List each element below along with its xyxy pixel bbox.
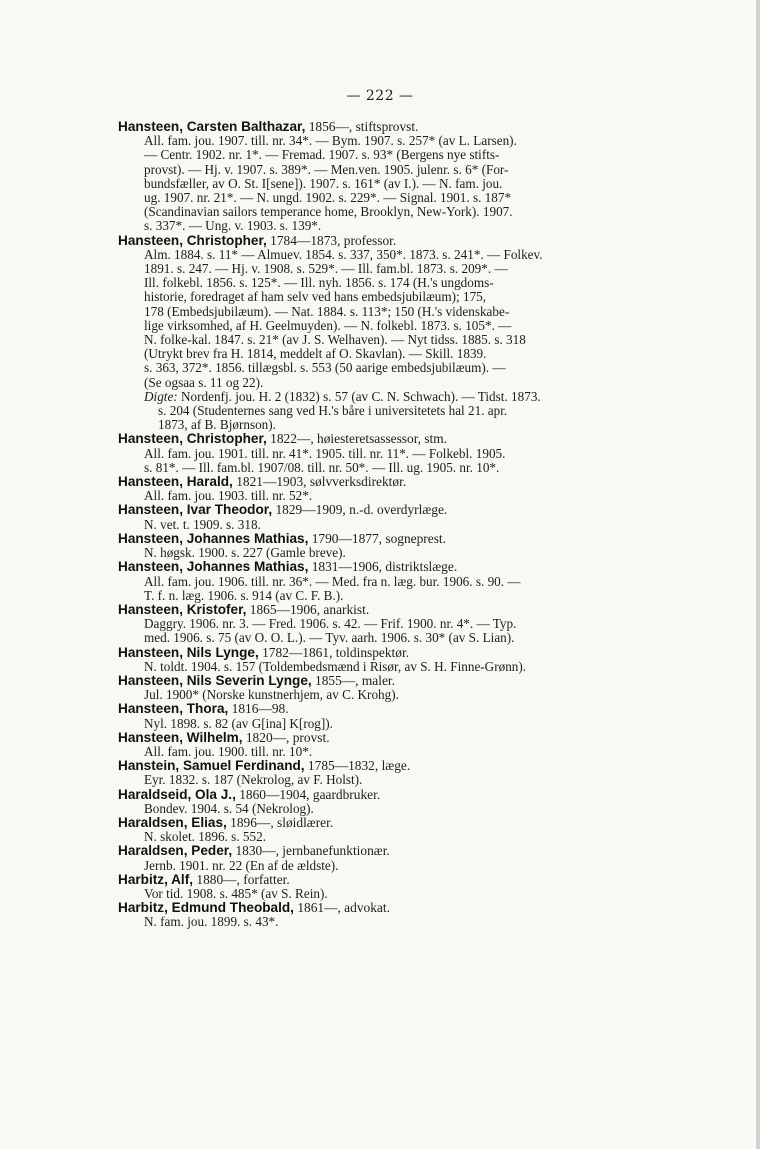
entry-name: Haraldseid, Ola J., — [118, 786, 236, 802]
entry-description: 1880—, forfatter. — [193, 871, 290, 887]
entry-description: 1816—98. — [228, 701, 289, 717]
digte-line: s. 204 (Studenternes sang ved H.'s båre i universitetets hal 21. apr. — [158, 403, 508, 419]
entry-description: 1790—1877, sogneprest. — [308, 530, 446, 546]
entry-description: 1785—1832, læge. — [304, 758, 411, 774]
entry-reference-line: All. fam. jou. 1903. till. nr. 52*. — [144, 488, 313, 504]
entry-reference-line: Jul. 1900* (Norske kunstnerhjem, av C. Krohg). — [144, 687, 399, 703]
entry-heading — [118, 475, 688, 489]
entry-reference-line: (Scandinavian sailors temperance home, Brooklyn, New-York). 1907. — [144, 204, 513, 220]
entry-reference-line: T. f. n. læg. 1906. s. 914 (av C. F. B.). — [144, 587, 344, 603]
entry — [118, 603, 688, 646]
entry-description: 1822—, høiesteretsassessor, stm. — [266, 431, 448, 447]
entry-description: 1820—, provst. — [242, 729, 330, 745]
entry-name: Harbitz, Alf, — [118, 871, 194, 887]
entry — [118, 532, 688, 560]
entry-reference-line: 1891. s. 247. — Hj. v. 1908. s. 529*. — Ill. fam.bl. 1873. s. 209*. — — [144, 261, 508, 277]
entry-list — [118, 120, 688, 930]
entry — [118, 816, 688, 844]
entry-heading — [118, 901, 688, 915]
entry — [118, 475, 688, 503]
entry-reference-line: All. fam. jou. 1906. till. nr. 36*. — Med. fra n. læg. bur. 1906. s. 90. — — [144, 573, 521, 589]
entry-reference-line: Bondev. 1904. s. 54 (Nekrolog). — [144, 800, 314, 816]
entry-heading — [118, 844, 688, 858]
entry-name: Hansteen, Carsten Balthazar, — [118, 119, 306, 134]
entry-heading — [118, 731, 688, 745]
entry-reference-line: Nyl. 1898. s. 82 (av G[ina] K[rog]). — [144, 715, 333, 731]
entry-heading — [118, 759, 688, 773]
entry — [118, 646, 688, 674]
entry — [118, 234, 688, 433]
entry — [118, 788, 688, 816]
entry-reference-line: s. 337*. — Ung. v. 1903. s. 139*. — [144, 218, 322, 234]
entry — [118, 901, 688, 929]
entry-reference-line: All. fam. jou. 1901. till. nr. 41*. 1905. till. nr. 11*. — Folkebl. 1905. — [144, 445, 506, 461]
entry — [118, 560, 688, 603]
entry-description: 1831—1906, distriktslæge. — [308, 559, 458, 575]
entry — [118, 702, 688, 730]
entry-description: 1830—, jernbanefunktionær. — [232, 843, 390, 859]
entry — [118, 731, 688, 759]
entry-heading — [118, 646, 688, 660]
entry-name: Hansteen, Christopher, — [118, 431, 267, 447]
entry-name: Hansteen, Johannes Mathias, — [118, 559, 309, 575]
entry-reference-line: N. høgsk. 1900. s. 227 (Gamle breve). — [144, 545, 346, 561]
entry-heading — [118, 873, 688, 887]
entry-reference-line: Jernb. 1901. nr. 22 (En af de ældste). — [144, 857, 339, 873]
digte-text: Nordenfj. jou. H. 2 (1832) s. 57 (av C. N. Schwach). — Tidst. 1873. — [177, 388, 541, 404]
entry-reference-line: Vor tid. 1908. s. 485* (av S. Rein). — [144, 885, 328, 901]
entry-heading — [118, 120, 688, 134]
entry-reference-line: All. fam. jou. 1900. till. nr. 10*. — [144, 743, 313, 759]
entry-reference-line: N. skolet. 1896. s. 552. — [144, 829, 266, 845]
digte-label: Digte: — [144, 388, 178, 404]
entry-name: Haraldsen, Elias, — [118, 814, 227, 830]
entry-heading — [118, 503, 688, 517]
entry-name: Harbitz, Edmund Theobald, — [118, 900, 294, 916]
entry-name: Hansteen, Nils Lynge, — [118, 644, 259, 660]
entry-heading — [118, 432, 688, 446]
digte-line — [144, 390, 688, 404]
entry-reference-line: ug. 1907. nr. 21*. — N. ungd. 1902. s. 229*. — Signal. 1901. s. 187* — [144, 190, 512, 206]
entry-heading — [118, 560, 688, 574]
entry-name: Hansteen, Kristofer, — [118, 601, 247, 617]
entry-description: 1861—, advokat. — [293, 900, 390, 916]
entry-description: 1829—1909, n.-d. overdyrlæge. — [272, 502, 448, 518]
entry-heading — [118, 603, 688, 617]
entry-name: Haraldsen, Peder, — [118, 843, 233, 859]
entry-heading — [118, 816, 688, 830]
entry-heading — [118, 674, 688, 688]
entry-reference-line: lige virksomhed, af H. Geelmuyden). — N. folkebl. 1873. s. 105*. — — [144, 317, 512, 333]
entry-heading — [118, 532, 688, 546]
entry — [118, 674, 688, 702]
entry-reference-line: s. 81*. — Ill. fam.bl. 1907/08. till. nr. 50*. — Ill. ug. 1905. nr. 10*. — [144, 459, 500, 475]
entry-description: 1856—, stiftsprovst. — [305, 119, 419, 134]
entry-reference-line: Ill. folkebl. 1856. s. 125*. — Ill. nyh. 1856. s. 174 (H.'s ungdoms- — [144, 275, 494, 291]
entry — [118, 759, 688, 787]
entry-reference-line: N. folke-kal. 1847. s. 21* (av J. S. Welhaven). — Nyt tidss. 1885. s. 318 — [144, 332, 526, 348]
entry — [118, 844, 688, 872]
entry-reference-line: N. fam. jou. 1899. s. 43*. — [144, 914, 279, 930]
entry — [118, 120, 688, 234]
entry-reference-line: All. fam. jou. 1907. till. nr. 34*. — Bym. 1907. s. 257* (av L. Larsen). — [144, 133, 517, 149]
entry-reference-line: bundsfæller, av O. St. I[sene]). 1907. s. 161* (av I.). — N. fam. jou. — [144, 175, 503, 191]
entry-name: Hansteen, Nils Severin Lynge, — [118, 672, 312, 688]
entry — [118, 873, 688, 901]
entry-name: Hansteen, Wilhelm, — [118, 729, 243, 745]
page-number: — 222 — — [346, 88, 414, 104]
entry-reference-line: provst). — Hj. v. 1907. s. 389*. — Men.ven. 1905. julenr. s. 6* (For- — [144, 161, 509, 177]
entry-reference-line: med. 1906. s. 75 (av O. O. L.). — Tyv. aarh. 1906. s. 30* (av S. Lian). — [144, 630, 515, 646]
entry-name: Hansteen, Johannes Mathias, — [118, 530, 309, 546]
entry-name: Hanstein, Samuel Ferdinand, — [118, 758, 305, 774]
entry-description: 1865—1906, anarkist. — [246, 601, 370, 617]
entry-reference-line: — Centr. 1902. nr. 1*. — Fremad. 1907. s. 93* (Bergens nye stifts- — [144, 147, 500, 163]
entry-heading — [118, 702, 688, 716]
entry-description: 1860—1904, gaardbruker. — [235, 786, 381, 802]
entry-description: 1896—, sløidlærer. — [226, 814, 334, 830]
entry-reference-line: Alm. 1884. s. 11* — Almuev. 1854. s. 337, 350*. 1873. s. 241*. — Folkev. — [144, 246, 543, 262]
entry-reference-line: (Se ogsaa s. 11 og 22). — [144, 374, 264, 390]
entry-description: 1784—1873, professor. — [266, 232, 397, 248]
entry — [118, 432, 688, 475]
entry-heading — [118, 234, 688, 248]
entry-reference-line: (Utrykt brev fra H. 1814, meddelt af O. Skavlan). — Skill. 1839. — [144, 346, 487, 362]
entry-description: 1821—1903, sølvverksdirektør. — [232, 474, 407, 490]
entry-reference-line: Daggry. 1906. nr. 3. — Fred. 1906. s. 42. — Frif. 1900. nr. 4*. — Typ. — [144, 616, 517, 632]
entry-reference-line: historie, foredraget af ham selv ved hans embedsjubilæum); 175, — [144, 289, 487, 305]
entry-name: Hansteen, Christopher, — [118, 232, 267, 248]
entry-reference-line: Eyr. 1832. s. 187 (Nekrolog, av F. Holst). — [144, 772, 363, 788]
entry-name: Hansteen, Thora, — [118, 701, 229, 717]
entry-reference-line: s. 363, 372*. 1856. tillægsbl. s. 553 (50 aarige embedsjubilæum). — — [144, 360, 506, 376]
entry-description: 1782—1861, toldinspektør. — [258, 644, 410, 660]
entry-name: Hansteen, Harald, — [118, 474, 233, 490]
digte-line: 1873, af B. Bjørnson). — [158, 417, 276, 433]
entry-reference-line: 178 (Embedsjubilæum). — Nat. 1884. s. 113*; 150 (H.'s videnskabe- — [144, 303, 510, 319]
entry-reference-line: N. vet. t. 1909. s. 318. — [144, 516, 261, 532]
entry-heading — [118, 788, 688, 802]
entry-description: 1855—, maler. — [311, 672, 395, 688]
entry-reference-line: N. toldt. 1904. s. 157 (Toldembedsmænd i Risør, av S. H. Finne-Grønn). — [144, 658, 527, 674]
entry-name: Hansteen, Ivar Theodor, — [118, 502, 273, 518]
entry — [118, 503, 688, 531]
